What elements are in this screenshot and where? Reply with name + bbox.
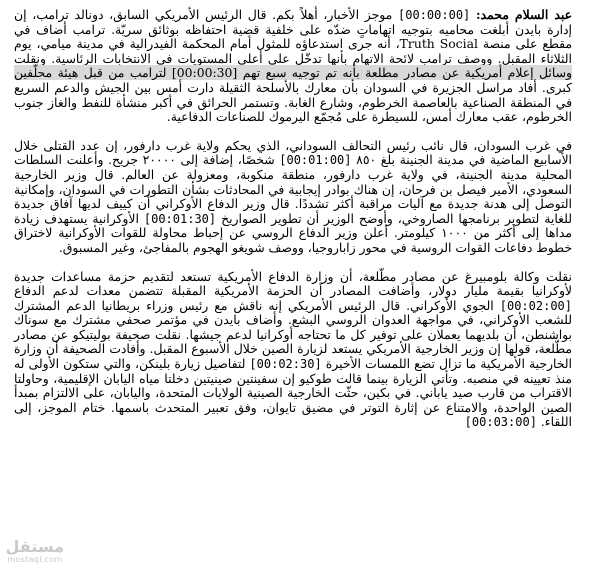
- paragraph-text: في غرب السودان، قال نائب رئيس التحالف السوداني، الذي يحكم ولاية غرب دارفور، إن عدد القتلى خلال الأسابيع الماضية في مدينة الجنينة بلغ ٨٥٠: [14, 137, 572, 168]
- paragraph-text: كبرى. أفاد مراسل الجزيرة في السودان بأن معارك بالأسلحة الثقيلة دارت أمس بين الجيش والدعم السريع في المنطقة الصناعية بالعاصمة الخرطوم، وشارع الغابة. وتستمر الحرائق في أكبر منشأة للنفط والغاز جنوب الخرطوم، عقب معارك أمس، للسيطرة على مُجمّع اليرموك للصناعات الدفاعية.: [14, 79, 572, 125]
- watermark-arabic: مستقل: [5, 537, 64, 556]
- mostaql-watermark-logo: [6, 539, 64, 564]
- paragraph-text: شخصًا، إضافة إلى ٢٠٠٠٠ جريح. وأعلنت السلطات المحلية مدينة الجنينة، في ولاية غرب دارفور، منطقة منكوبة، ومعزولة عن العالم. قال وزير الخارجية السعودي، الأمير فيصل بن فرحان، إن هناك بوادر إيجابية في المحادثات بشأن التطورات في السودان، وإمكانية التوصل إلى هدنة جديدة مع آليات مراقبة أكثر تشددًا. قال وزير الدفاع الأوكراني أن كييف لديها آفاق جديدة للغاية لتطوير برنامجها الصاروخي، وأوضح الوزير أن تطوير الصواريخ: [14, 152, 572, 226]
- paragraph-text: لتفاصيل زيارة بلينكن، والتي ستكون الأولى له منذ تعيينه في منصبه. وتأتي الزيارة بينما قالت طوكيو إن سفينتين صينيتين دخلتا مياه اليابان الإقليمية، وحاولتا الاقتراب من قارب صيد ياباني. في بكين، حثّت الخارجية الصينية الولايات المتحدة، واليابان، على الالتزام بمبدأ الصين الواحدة، والامتناع عن إثارة التوتر في مضيق تايوان، وفق تعبير المتحدث باسمها. ختام الموجز، إلى اللقاء.: [14, 356, 572, 430]
- timestamp: [00:00:00]: [398, 8, 471, 22]
- timestamp: [00:03:00]: [464, 415, 537, 430]
- highlighted-text: وسائل إعلام أمريكية عن مصادر مطلعة بأنه تم توجيه سبع تهم [00:00:30] لترامب من قبل هيئة محلّفين: [14, 65, 572, 81]
- timestamp: [00:01:30]: [143, 211, 217, 226]
- watermark-latin: mostaql.com: [7, 555, 63, 564]
- paragraph-text: الجوي الأوكراني. قال الرئيس الأمريكي إنه ناقش مع رئيس وزراء بريطانيا الدعم المشترك للشعب الأوكراني، في مواجهة العدوان الروسي البشع. وأضاف بايدن في مؤتمر صحفي مشترك مع سوناك بواشنطن، أن بلديهما يعملان على توفير كل ما تحتاجه أوكرانيا لدعم جيشها. نقلت صحيفة بوليتيكو عن مصادر مطّلعة، قولها إن وزير الخارجية الأمريكي يستعد لزيارة الصين خلال الأسبوع المقبل. وأفادت الصحيفة أن وزارة الخارجية الأمريكية ما تزال تضع اللمسات الأخيرة: [14, 297, 572, 372]
- paragraph-1: [14, 8, 572, 125]
- timestamp: [00:01:00]: [279, 153, 352, 168]
- paragraph-text: موجز الأخبار، أهلاً بكم. قال الرئيس الأمريكي السابق، دونالد ترامب، إن إدارة بايدن أبلغت محاميه بتوجيه اتهاماتٍ ضدّه على خلفية قضية احتفاظه بوثائق سريّة. ترامب أضاف في مقطع على منصة Truth Social، أنه جرى استدعاؤه للمثول أمام المحكمة الفيدرالية في مدينة ميامي، يوم الثلاثاء المقبل. ووصف ترامب لائحة الاتهام بأنها تدخّل على أعلى المستويات في الانتخابات الرئاسية. ونقلت: [14, 7, 572, 66]
- paragraph-text: نقلت وكالة بلومبيرغ عن مصادر مطّلعة، أن وزارة الدفاع الأمريكية تستعد لتقديم حزمة مساعدات جديدة لأوكرانيا بقيمة مليار دولار، وأضافت المصادر أن الحزمة الأمريكية المقبلة تتضمن معدات لدعم الدفاع: [14, 268, 572, 299]
- transcript-document: [14, 8, 572, 566]
- speaker-name: عبد السلام محمد:: [475, 7, 572, 22]
- paragraph-2: [14, 139, 572, 256]
- timestamp: [00:02:30]: [249, 357, 322, 372]
- paragraph-3: [14, 270, 572, 431]
- paragraph-text: الأوكرانية يستهدف زيادة مداها إلى أكثر من ١٠٠٠ كيلومتر. أعلن وزير الدفاع الروسي عن إحباط محاولة للقوات الأوكرانية لاختراق خطوط دفاعات القوات الروسية في محور زاباروجيا، ووصف شويغو الهجوم بالمفاجئ، وغير المسبوق.: [14, 210, 572, 255]
- timestamp: [00:02:00]: [499, 298, 572, 313]
